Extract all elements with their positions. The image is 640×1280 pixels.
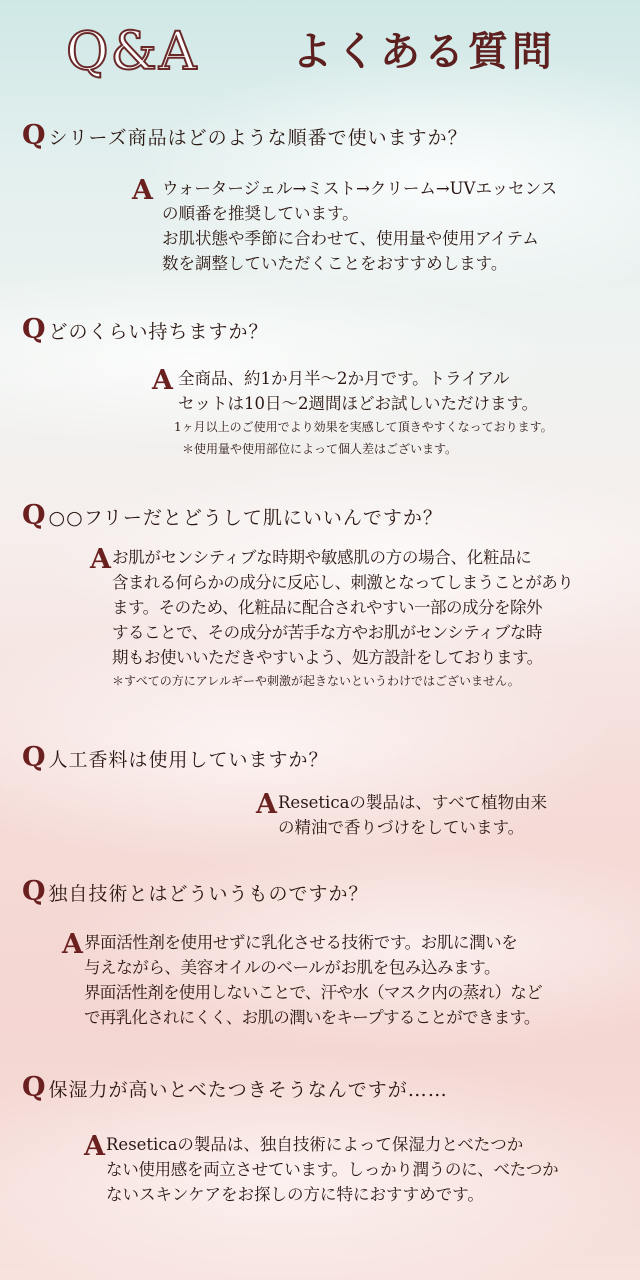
q-mark: Q — [22, 314, 46, 345]
faq-answer-5 — [62, 930, 542, 1030]
answer-line: 与えながら、美容オイルのベールがお肌を包み込みます。 — [84, 958, 501, 977]
a-mark: A — [90, 544, 111, 575]
q-mark: Q — [22, 1072, 46, 1103]
q-mark: Q — [22, 500, 46, 531]
answer-line: 含まれる何らかの成分に反応し、刺激となってしまうことがあり — [112, 573, 574, 592]
faq-question-5 — [22, 876, 369, 907]
answer-line: お肌がセンシティブな時期や敏感肌の方の場合、化粧品に — [112, 548, 532, 567]
page-header — [0, 0, 640, 100]
faq-question-1 — [22, 120, 468, 151]
answer-line: 全商品、約1か月半～2か月です。トライアル — [178, 369, 510, 388]
answer-line: 界面活性剤を使用せずに乳化させる技術です。お肌に潤いを — [84, 933, 518, 952]
answer-line: で再乳化されにくく、お肌の潤いをキープすることができます。 — [84, 1008, 540, 1027]
answer-note: 1ヶ月以上のご使用でより効果を実感して頂きやすくなっております。 — [174, 420, 553, 434]
question-text: どのくらい持ちますか？ — [48, 321, 269, 343]
a-mark: A — [152, 365, 173, 396]
a-mark: A — [62, 929, 83, 960]
q-mark: Q — [22, 876, 46, 907]
faq-question-2 — [22, 314, 269, 345]
answer-line: の順番を推奨しています。 — [162, 204, 359, 223]
a-mark: A — [84, 1131, 105, 1162]
answer-line: お肌状態や季節に合わせて、使用量や使用アイテム — [162, 229, 539, 248]
question-text: 独自技術とはどういうものですか？ — [48, 883, 369, 905]
answer-line: Reseticaの製品は、すべて植物由来 — [278, 793, 548, 812]
question-text: 保湿力が高いとべたつきそうなんですが…… — [48, 1079, 448, 1101]
answer-line: 期もお使いいただきやすいよう、処方設計をしております。 — [112, 648, 543, 667]
a-mark: A — [256, 789, 277, 820]
answer-line: 数を調整していただくことをおすすめします。 — [162, 254, 508, 273]
question-text: 人工香料は使用していますか？ — [48, 749, 329, 771]
answer-line: ます。そのため、化粧品に配合されやすい一部の成分を除外 — [112, 598, 543, 617]
answer-line: セットは10日～2週間ほどお試しいただけます。 — [178, 394, 539, 413]
faq-question-3 — [22, 500, 443, 531]
page-title: よくある質問 — [292, 28, 556, 75]
answer-line: ウォータージェル→ミスト→クリーム→UVエッセンス — [162, 179, 558, 198]
a-mark: A — [132, 175, 153, 206]
answer-line: 界面活性剤を使用しないことで、汗や水（マスク内の蒸れ）など — [84, 983, 542, 1002]
faq-answer-2 — [152, 366, 553, 460]
q-mark: Q — [22, 120, 46, 151]
question-text: ○○フリーだとどうして肌にいいんですか？ — [48, 507, 443, 529]
faq-question-4 — [22, 742, 329, 773]
answer-line: Reseticaの製品は、独自技術によって保湿力とべたつか — [106, 1135, 524, 1154]
q-mark: Q — [22, 742, 46, 773]
answer-note: ＊すべての方にアレルギーや刺激が起きないというわけではございません。 — [112, 674, 520, 688]
answer-line: することで、その成分が苦手な方やお肌がセンシティブな時 — [112, 623, 542, 642]
faq-answer-6 — [84, 1132, 558, 1207]
answer-note: ＊使用量や使用部位によって個人差はございます。 — [182, 442, 458, 456]
answer-line: ないスキンケアをお探しの方に特におすすめです。 — [106, 1185, 484, 1204]
answer-line: の精油で香りづけをしています。 — [278, 818, 525, 837]
qa-logo: Q&A — [66, 22, 199, 82]
faq-question-6 — [22, 1072, 448, 1103]
faq-answer-4 — [256, 790, 547, 840]
faq-answer-1 — [132, 176, 557, 276]
faq-answer-3 — [90, 545, 573, 692]
question-text: シリーズ商品はどのような順番で使いますか？ — [48, 127, 468, 149]
answer-line: ない使用感を両立させています。しっかり潤うのに、べたつか — [106, 1160, 559, 1179]
